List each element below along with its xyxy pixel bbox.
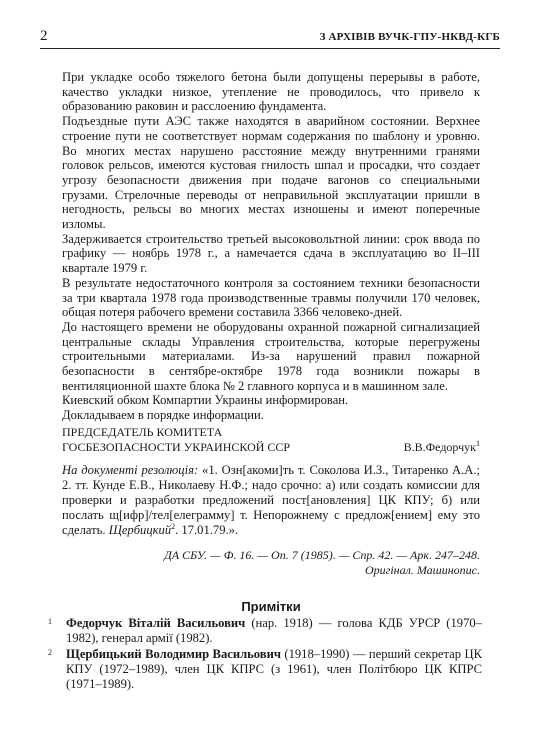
note-text: (нар. 1918) — голова КДБ УРСР (1970–1982), генерал армії (1982).: [66, 616, 482, 645]
footnote-ref: 1: [476, 438, 480, 448]
resolution-label: На документі резолюція:: [62, 463, 199, 477]
note-name: Щербицький Володимир Васильович: [66, 647, 281, 661]
paragraph: До настоящего времени не оборудованы охранной пожарной сигнализацией центральные склады Управления строительства, которые перегружены строительными материалами. Из-за нарушений правил пожарной безопасности в сентябре-октябре 1978 года возникли пожары в вентиляционной шахте блока № 2 главного корпуса и в машинном зале.: [62, 319, 480, 393]
notes-list: [42, 616, 482, 693]
note-number: 1: [48, 617, 52, 626]
paragraph: Киевский обком Компартии Украины информирован.: [62, 393, 349, 408]
notes-title: Примітки: [241, 599, 301, 614]
resolution: [62, 463, 480, 538]
resolution-text: «1. Озн[акоми]ть т. Соколова И.З., Титаренко А.А.; 2. тт. Кунде Е.В., Николаеву Н.Ф.; надо срочно: а) или создать комиссии для проверки и разработки предложений пост[ановления] ЦК КПУ; б) или послать щ[ифр]/тел[елеграмму] т. Непорожнему с предлож[ением] ему это сделать.: [62, 463, 480, 537]
report-body: [62, 70, 480, 423]
paragraph: Подъездные пути АЭС также находятся в аварийном состоянии. Верхнее строение пути не соответствует нормам содержания по шаблону и уровню. Во многих местах нарушено расстояние между внутренними гранями головок рельсов, имеются кустовая гнилость шпал и просадки, что создает угрозу безопасности движения при подаче вагонов со специальными грузами. Стрелочные переводы от неправильной эксплуатации пришли в негодность, рельсы во многих местах изношены и имеют поперечные изломы.: [62, 114, 480, 232]
archive-note: Оригінал. Машинопис.: [364, 563, 480, 577]
resolution-signer: Щербицкий: [108, 523, 172, 537]
note-item: [42, 647, 482, 692]
page-header: [40, 28, 500, 50]
signature-block: [62, 425, 480, 454]
signature-name: В.В.Федорчук: [403, 439, 476, 454]
header-rule: [40, 48, 500, 49]
archive-reference: [164, 548, 480, 578]
paragraph: При укладке особо тяжелого бетона были допущены перерывы в работе, качество укладки низкое, утепление не проводилось, что привело к образованию раковин и расслоению фундамента.: [62, 70, 480, 114]
paragraph: Задерживается строительство третьей высоковольтной линии: срок ввода по графику — ноябрь 1978 г., а намечается сдача в эксплуатацию во II–III квартале 1979 г.: [62, 231, 480, 276]
paragraph: В результате недостаточного контроля за состоянием техники безопасности за три квартала 1978 года производственные травмы получили 170 человек, общая потеря рабочего времени составила 3366 человеко-дней.: [62, 275, 480, 320]
signature-title-line2: ГОСБЕЗОПАСНОСТИ УКРАИНСКОЙ ССР: [62, 439, 291, 454]
signature-name-wrap: [404, 440, 480, 455]
note-item: [42, 616, 482, 646]
note-name: Федорчук Віталій Васильович: [66, 616, 246, 630]
resolution-date: . 17.01.79.».: [175, 523, 239, 537]
running-title: З АРХІВІВ ВУЧК-ГПУ-НКВД-КГБ: [319, 31, 500, 43]
archive-citation: ДА СБУ. — Ф. 16. — Оп. 7 (1985). — Спр. 42. — Арк. 247–248.: [164, 548, 480, 562]
note-text: (1918–1990) — перший секретар ЦК КПУ (1972–1989), член ЦК КПРС (з 1961), член Політбюро ЦК КПРС (1971–1989).: [66, 647, 482, 691]
paragraph: Докладываем в порядке информации.: [62, 408, 264, 423]
signature-title-line1: ПРЕДСЕДАТЕЛЬ КОМИТЕТА: [62, 425, 223, 439]
note-number: 2: [48, 648, 52, 657]
page-number: 2: [40, 28, 48, 44]
footnote-ref: 2: [171, 521, 176, 531]
